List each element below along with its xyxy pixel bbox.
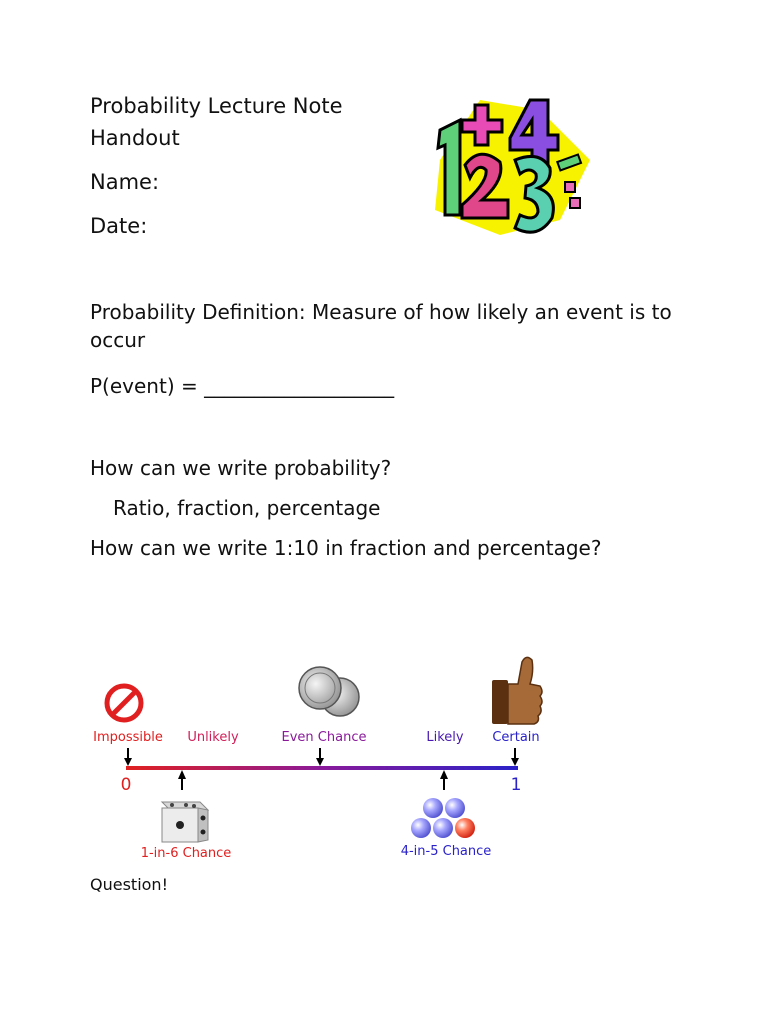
scale-one: 1 bbox=[510, 775, 522, 795]
question-2: How can we write 1:10 in fraction and percentage? bbox=[90, 536, 602, 560]
dice-caption: 1-in-6 Chance bbox=[140, 846, 232, 861]
coins-icon bbox=[299, 667, 359, 716]
prohibited-icon bbox=[107, 686, 141, 720]
title-line-1: Probability Lecture Note bbox=[90, 94, 343, 118]
label-unlikely: Unlikely bbox=[187, 730, 239, 745]
definition-line-1: Probability Definition: Measure of how likely an event is to bbox=[90, 300, 672, 324]
date-label: Date: bbox=[90, 214, 148, 238]
scale-zero: 0 bbox=[120, 775, 132, 795]
question-label: Question! bbox=[90, 875, 168, 894]
label-impossible: Impossible bbox=[93, 730, 163, 745]
balls-icon bbox=[411, 798, 475, 838]
title-line-2: Handout bbox=[90, 126, 180, 150]
answer-1: Ratio, fraction, percentage bbox=[113, 496, 381, 520]
label-even-chance: Even Chance bbox=[281, 730, 367, 745]
probability-scale bbox=[88, 650, 558, 870]
balls-caption: 4-in-5 Chance bbox=[400, 844, 492, 859]
formula: P(event) = ___________________ bbox=[90, 374, 395, 398]
up-arrows bbox=[178, 770, 448, 790]
scale-line bbox=[126, 766, 518, 770]
definition-line-2: occur bbox=[90, 328, 146, 352]
down-arrows bbox=[124, 748, 519, 766]
dice-icon bbox=[162, 802, 208, 842]
numbers-clipart bbox=[420, 90, 595, 250]
page-title bbox=[90, 90, 390, 154]
label-certain: Certain bbox=[492, 730, 540, 745]
thumbs-up-icon bbox=[492, 657, 542, 724]
name-label: Name: bbox=[90, 170, 160, 194]
label-likely: Likely bbox=[426, 730, 464, 745]
question-1: How can we write probability? bbox=[90, 456, 392, 480]
